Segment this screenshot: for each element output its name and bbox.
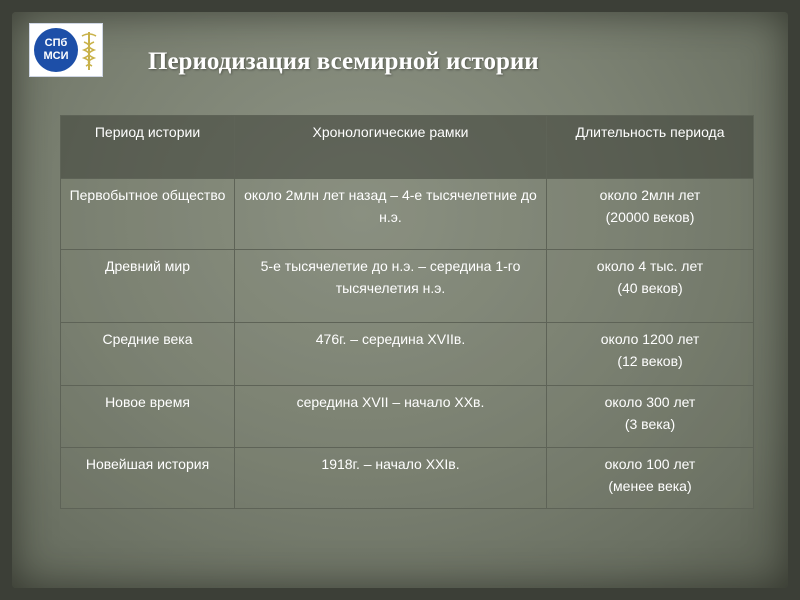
- header-period: Период истории: [61, 116, 235, 179]
- logo-text-line2: МСИ: [43, 50, 69, 62]
- cell-frame: 476г. – середина XVIIв.: [235, 322, 547, 385]
- duration-value: около 100 лет: [604, 456, 696, 473]
- table-row: [61, 249, 754, 322]
- cell-duration: [547, 249, 754, 322]
- duration-value: около 2млн лет: [599, 187, 701, 203]
- header-duration: Длительность периода: [547, 116, 754, 179]
- duration-note: (3 века): [624, 415, 676, 432]
- duration-note: (40 веков): [617, 279, 683, 296]
- cell-period: Первобытное общество: [61, 179, 235, 250]
- header-frame: Хронологические рамки: [235, 116, 547, 179]
- duration-note: (12 веков): [617, 352, 683, 369]
- cell-duration: [547, 448, 754, 509]
- cell-duration: [547, 385, 754, 448]
- table-row: [61, 385, 754, 448]
- cell-frame: середина XVII – начало XXв.: [235, 385, 547, 448]
- cell-frame: 5-е тысячелетие до н.э. – середина 1-го тысячелетия н.э.: [235, 249, 547, 322]
- page-title: Периодизация всемирной истории: [148, 48, 539, 75]
- table-row: [61, 322, 754, 385]
- table-row: [61, 448, 754, 509]
- periodization-table: [60, 115, 754, 509]
- cell-duration: [547, 179, 754, 250]
- logo-badge: [34, 28, 78, 72]
- table-row: [61, 179, 754, 250]
- logo-text-line1: СПб: [44, 37, 68, 49]
- duration-note: (менее века): [608, 478, 692, 495]
- duration-value: около 1200 лет: [600, 330, 700, 347]
- cell-period: Средние века: [61, 322, 235, 385]
- cell-duration: [547, 322, 754, 385]
- cell-period: Новое время: [61, 385, 235, 448]
- logo: [29, 23, 103, 77]
- cell-frame: 1918г. – начало XXIв.: [235, 448, 547, 509]
- cell-period: Новейшая история: [61, 448, 235, 509]
- caduceus-icon: [80, 28, 98, 72]
- cell-period: Древний мир: [61, 249, 235, 322]
- duration-note: (20000 веков): [605, 209, 695, 225]
- duration-value: около 4 тыс. лет: [596, 257, 704, 274]
- duration-value: около 300 лет: [604, 393, 696, 410]
- cell-frame: около 2млн лет назад – 4-е тысячелетние до н.э.: [235, 179, 547, 250]
- table-header-row: [61, 116, 754, 179]
